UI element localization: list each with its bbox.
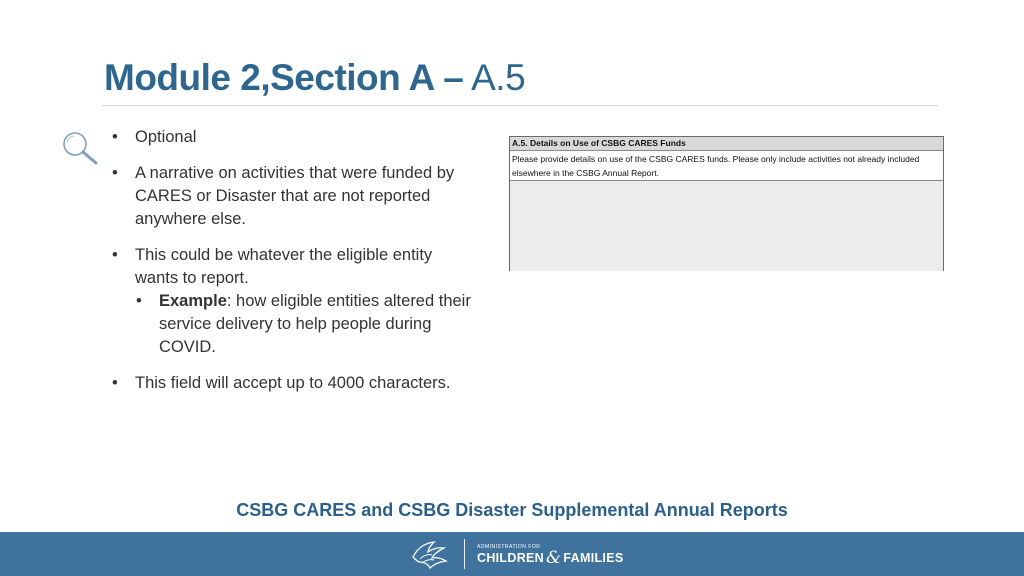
acf-ampersand: &	[545, 547, 562, 568]
acf-children: CHILDREN	[477, 550, 544, 565]
title-divider	[102, 105, 938, 106]
acf-wordmark	[477, 543, 624, 568]
slide-title	[104, 56, 525, 100]
form-text-area	[510, 181, 943, 271]
bullet-optional: • Optional	[112, 126, 472, 149]
example-label: Example	[159, 292, 227, 310]
example-text: : how eligible entities altered their service delivery to help people during COVID.	[159, 292, 471, 356]
bullet-list	[112, 126, 472, 408]
bullet-character-limit: • This field will accept up to 4000 characters.	[112, 372, 472, 395]
form-header: A.5. Details on Use of CSBG CARES Funds	[510, 137, 943, 151]
bullet-eligible-entity	[112, 244, 472, 359]
acf-logo	[410, 536, 623, 572]
magnifying-glass-icon	[60, 130, 104, 170]
bullet-narrative: • A narrative on activities that were funded by CARES or Disaster that are not reported anywhere else.	[112, 162, 472, 231]
logo-divider	[464, 539, 465, 569]
footer-title: CSBG CARES and CSBG Disaster Supplemental Annual Reports	[236, 500, 788, 520]
slide-title-main: Module 2,Section A –	[104, 57, 464, 98]
acf-families: FAMILIES	[563, 550, 624, 565]
slide-title-section: A.5	[463, 57, 526, 98]
bullet-eligible-entity-text: • This could be whatever the eligible entity wants to report.	[135, 246, 433, 287]
form-description: Please provide details on use of the CSBG CARES funds. Please only include activities not already included elsewhere in the CSBG Annual Report.	[510, 151, 943, 181]
form-screenshot	[509, 136, 944, 271]
sub-bullet-example	[135, 290, 472, 359]
acf-small-text: ADMINISTRATION FOR	[477, 543, 541, 550]
acf-big-text	[477, 547, 624, 568]
hhs-eagle-icon	[410, 537, 452, 571]
